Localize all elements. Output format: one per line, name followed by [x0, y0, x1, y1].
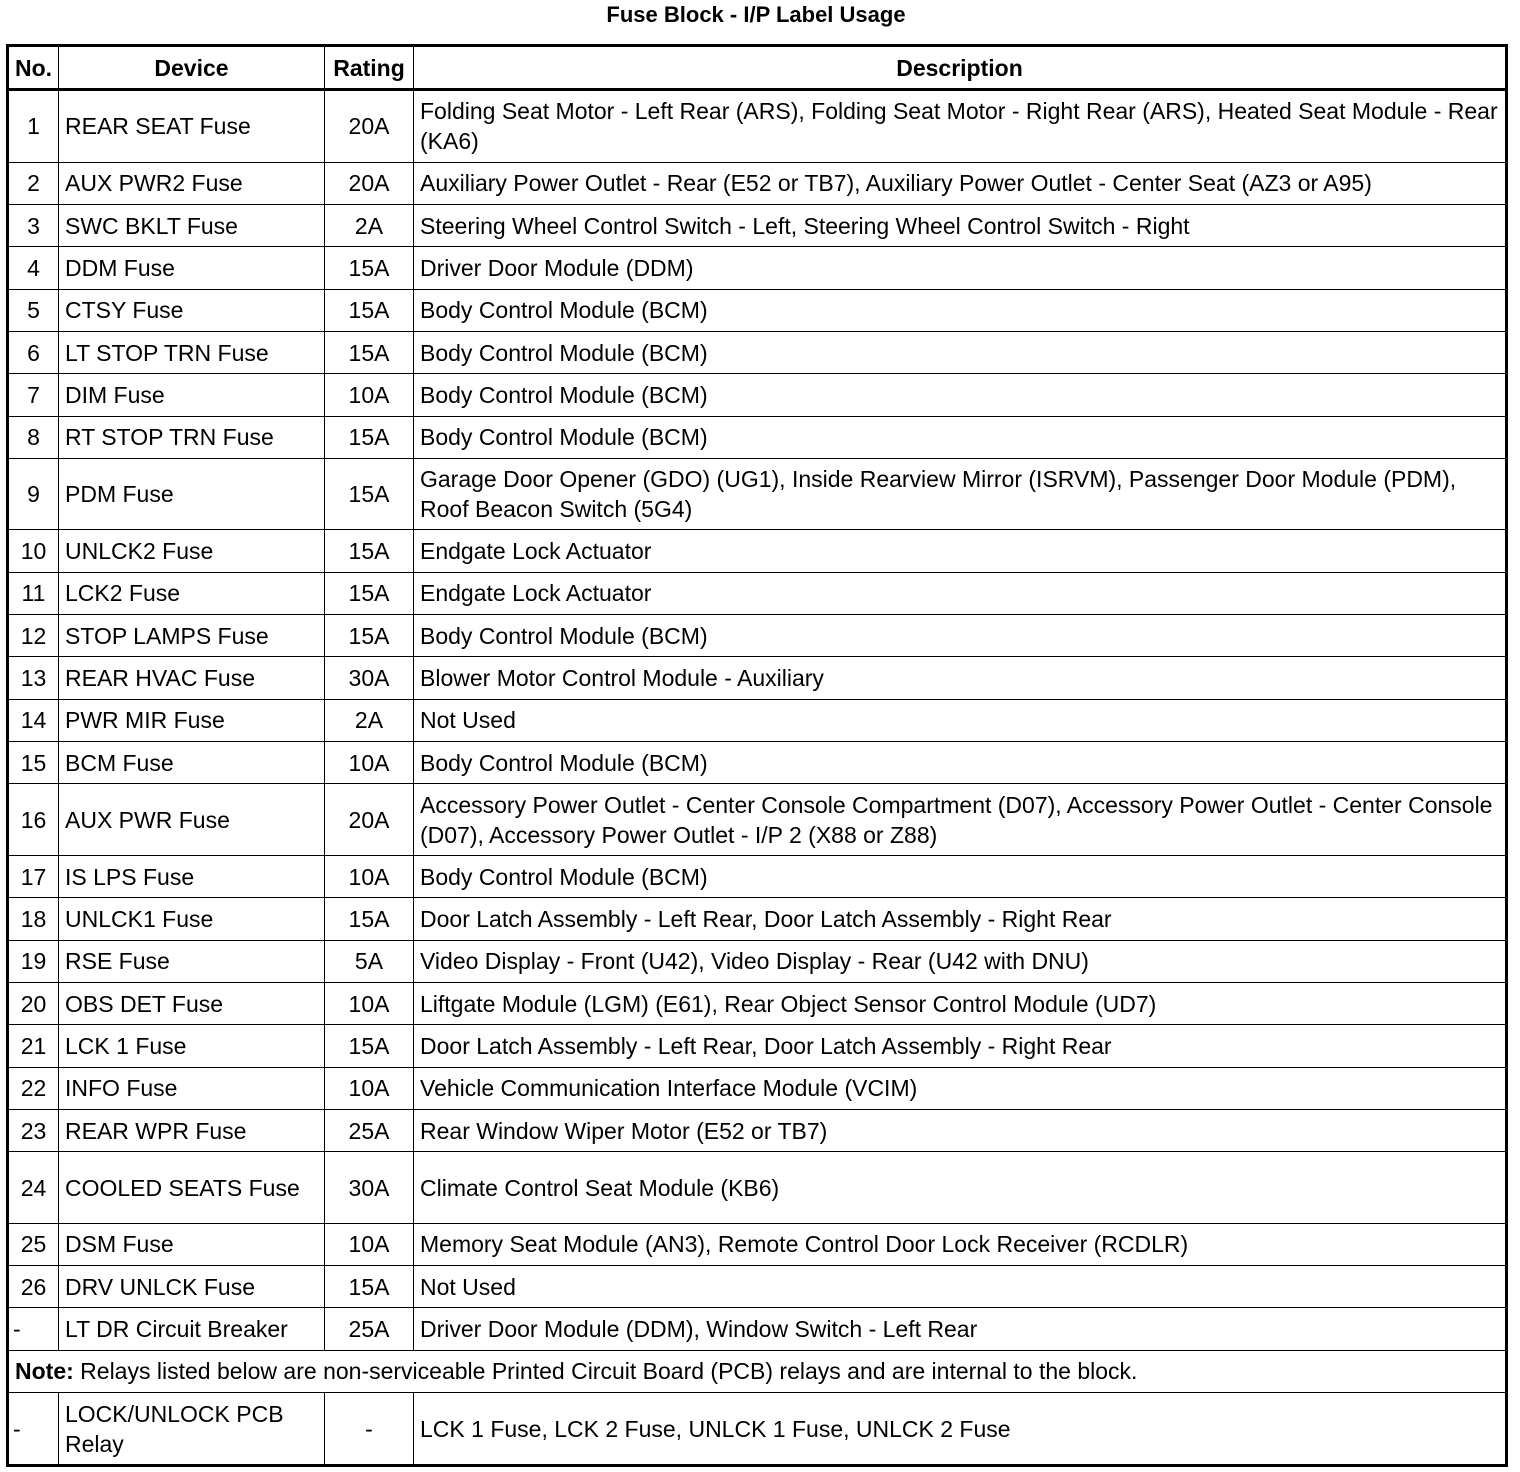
cell-rating: 10A — [325, 1223, 414, 1265]
cell-device: LT DR Circuit Breaker — [59, 1308, 325, 1350]
cell-description: Door Latch Assembly - Left Rear, Door Latch Assembly - Right Rear — [414, 1025, 1507, 1067]
cell-no: 5 — [8, 289, 59, 331]
cell-no: 7 — [8, 374, 59, 416]
cell-no: - — [8, 1393, 59, 1466]
cell-no: - — [8, 1308, 59, 1350]
cell-no: 14 — [8, 699, 59, 741]
table-row — [8, 1308, 1507, 1350]
cell-device: REAR WPR Fuse — [59, 1109, 325, 1151]
table-row — [8, 742, 1507, 784]
table-row — [8, 1025, 1507, 1067]
cell-rating: 2A — [325, 204, 414, 246]
table-row — [8, 90, 1507, 163]
cell-rating: 30A — [325, 1152, 414, 1224]
cell-rating: 20A — [325, 162, 414, 204]
cell-device: PDM Fuse — [59, 458, 325, 530]
cell-device: LCK2 Fuse — [59, 572, 325, 614]
cell-device: COOLED SEATS Fuse — [59, 1152, 325, 1224]
cell-description: Auxiliary Power Outlet - Rear (E52 or TB7), Auxiliary Power Outlet - Center Seat (AZ3 or A95) — [414, 162, 1507, 204]
cell-device: LOCK/UNLOCK PCB Relay — [59, 1393, 325, 1466]
fuse-table — [6, 44, 1508, 1467]
cell-device: BCM Fuse — [59, 742, 325, 784]
cell-no: 21 — [8, 1025, 59, 1067]
cell-description: Blower Motor Control Module - Auxiliary — [414, 657, 1507, 699]
cell-device: AUX PWR2 Fuse — [59, 162, 325, 204]
cell-rating: 30A — [325, 657, 414, 699]
cell-device: CTSY Fuse — [59, 289, 325, 331]
cell-rating: 10A — [325, 982, 414, 1024]
cell-no: 22 — [8, 1067, 59, 1109]
cell-rating: 10A — [325, 1067, 414, 1109]
column-header-device: Device — [59, 46, 325, 90]
cell-device: STOP LAMPS Fuse — [59, 615, 325, 657]
table-row — [8, 1067, 1507, 1109]
table-row — [8, 982, 1507, 1024]
table-body — [8, 90, 1507, 1466]
cell-description: Body Control Module (BCM) — [414, 331, 1507, 373]
cell-no: 20 — [8, 982, 59, 1024]
cell-no: 12 — [8, 615, 59, 657]
table-row — [8, 898, 1507, 940]
cell-description: Body Control Module (BCM) — [414, 855, 1507, 897]
cell-no: 19 — [8, 940, 59, 982]
cell-device: IS LPS Fuse — [59, 855, 325, 897]
column-header-rating: Rating — [325, 46, 414, 90]
cell-rating: 10A — [325, 742, 414, 784]
cell-device: REAR SEAT Fuse — [59, 90, 325, 163]
table-row — [8, 572, 1507, 614]
cell-description: Door Latch Assembly - Left Rear, Door Latch Assembly - Right Rear — [414, 898, 1507, 940]
cell-description: Driver Door Module (DDM), Window Switch - Left Rear — [414, 1308, 1507, 1350]
cell-device: DSM Fuse — [59, 1223, 325, 1265]
page-title: Fuse Block - I/P Label Usage — [606, 2, 906, 27]
cell-no: 17 — [8, 855, 59, 897]
cell-no: 2 — [8, 162, 59, 204]
cell-device: DDM Fuse — [59, 247, 325, 289]
table-row — [8, 331, 1507, 373]
cell-no: 13 — [8, 657, 59, 699]
note-text: Relays listed below are non-serviceable Printed Circuit Board (PCB) relays and are internal to the block. — [73, 1358, 1138, 1385]
cell-rating: 15A — [325, 572, 414, 614]
cell-description: Memory Seat Module (AN3), Remote Control Door Lock Receiver (RCDLR) — [414, 1223, 1507, 1265]
table-row — [8, 416, 1507, 458]
cell-description: Vehicle Communication Interface Module (VCIM) — [414, 1067, 1507, 1109]
cell-rating: 20A — [325, 90, 414, 163]
note-row — [8, 1350, 1507, 1392]
cell-rating: 15A — [325, 458, 414, 530]
cell-rating: 15A — [325, 530, 414, 572]
cell-device: LT STOP TRN Fuse — [59, 331, 325, 373]
cell-no: 9 — [8, 458, 59, 530]
cell-description: Rear Window Wiper Motor (E52 or TB7) — [414, 1109, 1507, 1151]
cell-description: Steering Wheel Control Switch - Left, Steering Wheel Control Switch - Right — [414, 204, 1507, 246]
cell-rating: 25A — [325, 1109, 414, 1151]
table-row — [8, 1266, 1507, 1308]
cell-no: 16 — [8, 784, 59, 856]
cell-description: Body Control Module (BCM) — [414, 289, 1507, 331]
table-row — [8, 247, 1507, 289]
cell-no: 6 — [8, 331, 59, 373]
table-row — [8, 289, 1507, 331]
table-row — [8, 1393, 1507, 1466]
note-cell — [8, 1350, 1507, 1392]
table-header-row — [8, 46, 1507, 90]
cell-no: 8 — [8, 416, 59, 458]
table-row — [8, 615, 1507, 657]
cell-rating: 15A — [325, 1025, 414, 1067]
cell-no: 15 — [8, 742, 59, 784]
cell-rating: 2A — [325, 699, 414, 741]
cell-no: 4 — [8, 247, 59, 289]
cell-device: LCK 1 Fuse — [59, 1025, 325, 1067]
cell-rating: 10A — [325, 374, 414, 416]
cell-rating: 15A — [325, 1266, 414, 1308]
cell-rating: 15A — [325, 416, 414, 458]
table-row — [8, 1152, 1507, 1224]
cell-no: 10 — [8, 530, 59, 572]
cell-no: 11 — [8, 572, 59, 614]
cell-rating: 15A — [325, 898, 414, 940]
cell-no: 24 — [8, 1152, 59, 1224]
table-row — [8, 204, 1507, 246]
table-row — [8, 1109, 1507, 1151]
cell-description: Garage Door Opener (GDO) (UG1), Inside Rearview Mirror (ISRVM), Passenger Door Module (PDM), Roof Beacon Switch (5G4) — [414, 458, 1507, 530]
cell-device: SWC BKLT Fuse — [59, 204, 325, 246]
table-row — [8, 374, 1507, 416]
table-row — [8, 699, 1507, 741]
cell-device: OBS DET Fuse — [59, 982, 325, 1024]
table-row — [8, 530, 1507, 572]
cell-description: Accessory Power Outlet - Center Console Compartment (D07), Accessory Power Outlet - Center Console (D07), Accessory Power Outlet - I/P 2 (X88 or Z88) — [414, 784, 1507, 856]
cell-rating: 25A — [325, 1308, 414, 1350]
cell-rating: 15A — [325, 289, 414, 331]
cell-no: 1 — [8, 90, 59, 163]
cell-description: Climate Control Seat Module (KB6) — [414, 1152, 1507, 1224]
cell-description: Driver Door Module (DDM) — [414, 247, 1507, 289]
cell-description: LCK 1 Fuse, LCK 2 Fuse, UNLCK 1 Fuse, UNLCK 2 Fuse — [414, 1393, 1507, 1466]
note-label: Note: — [15, 1358, 74, 1385]
cell-rating: 5A — [325, 940, 414, 982]
cell-rating: - — [325, 1393, 414, 1466]
cell-description: Folding Seat Motor - Left Rear (ARS), Folding Seat Motor - Right Rear (ARS), Heated Seat Module - Rear (KA6) — [414, 90, 1507, 163]
cell-rating: 10A — [325, 855, 414, 897]
table-row — [8, 657, 1507, 699]
column-header-no: No. — [8, 46, 59, 90]
cell-rating: 15A — [325, 615, 414, 657]
column-header-description: Description — [414, 46, 1507, 90]
cell-device: UNLCK2 Fuse — [59, 530, 325, 572]
cell-description: Liftgate Module (LGM) (E61), Rear Object Sensor Control Module (UD7) — [414, 982, 1507, 1024]
cell-rating: 15A — [325, 331, 414, 373]
cell-description: Not Used — [414, 1266, 1507, 1308]
table-row — [8, 855, 1507, 897]
cell-no: 26 — [8, 1266, 59, 1308]
table-row — [8, 162, 1507, 204]
cell-rating: 15A — [325, 247, 414, 289]
cell-no: 18 — [8, 898, 59, 940]
cell-no: 25 — [8, 1223, 59, 1265]
table-row — [8, 784, 1507, 856]
cell-device: AUX PWR Fuse — [59, 784, 325, 856]
cell-description: Endgate Lock Actuator — [414, 530, 1507, 572]
table-row — [8, 458, 1507, 530]
cell-description: Endgate Lock Actuator — [414, 572, 1507, 614]
cell-device: DIM Fuse — [59, 374, 325, 416]
cell-description: Video Display - Front (U42), Video Display - Rear (U42 with DNU) — [414, 940, 1507, 982]
cell-device: RSE Fuse — [59, 940, 325, 982]
cell-description: Body Control Module (BCM) — [414, 374, 1507, 416]
cell-device: UNLCK1 Fuse — [59, 898, 325, 940]
cell-no: 23 — [8, 1109, 59, 1151]
cell-description: Not Used — [414, 699, 1507, 741]
cell-description: Body Control Module (BCM) — [414, 416, 1507, 458]
cell-device: RT STOP TRN Fuse — [59, 416, 325, 458]
table-row — [8, 1223, 1507, 1265]
cell-device: PWR MIR Fuse — [59, 699, 325, 741]
cell-description: Body Control Module (BCM) — [414, 615, 1507, 657]
cell-description: Body Control Module (BCM) — [414, 742, 1507, 784]
cell-device: REAR HVAC Fuse — [59, 657, 325, 699]
cell-device: INFO Fuse — [59, 1067, 325, 1109]
cell-rating: 20A — [325, 784, 414, 856]
table-row — [8, 940, 1507, 982]
cell-device: DRV UNLCK Fuse — [59, 1266, 325, 1308]
cell-no: 3 — [8, 204, 59, 246]
